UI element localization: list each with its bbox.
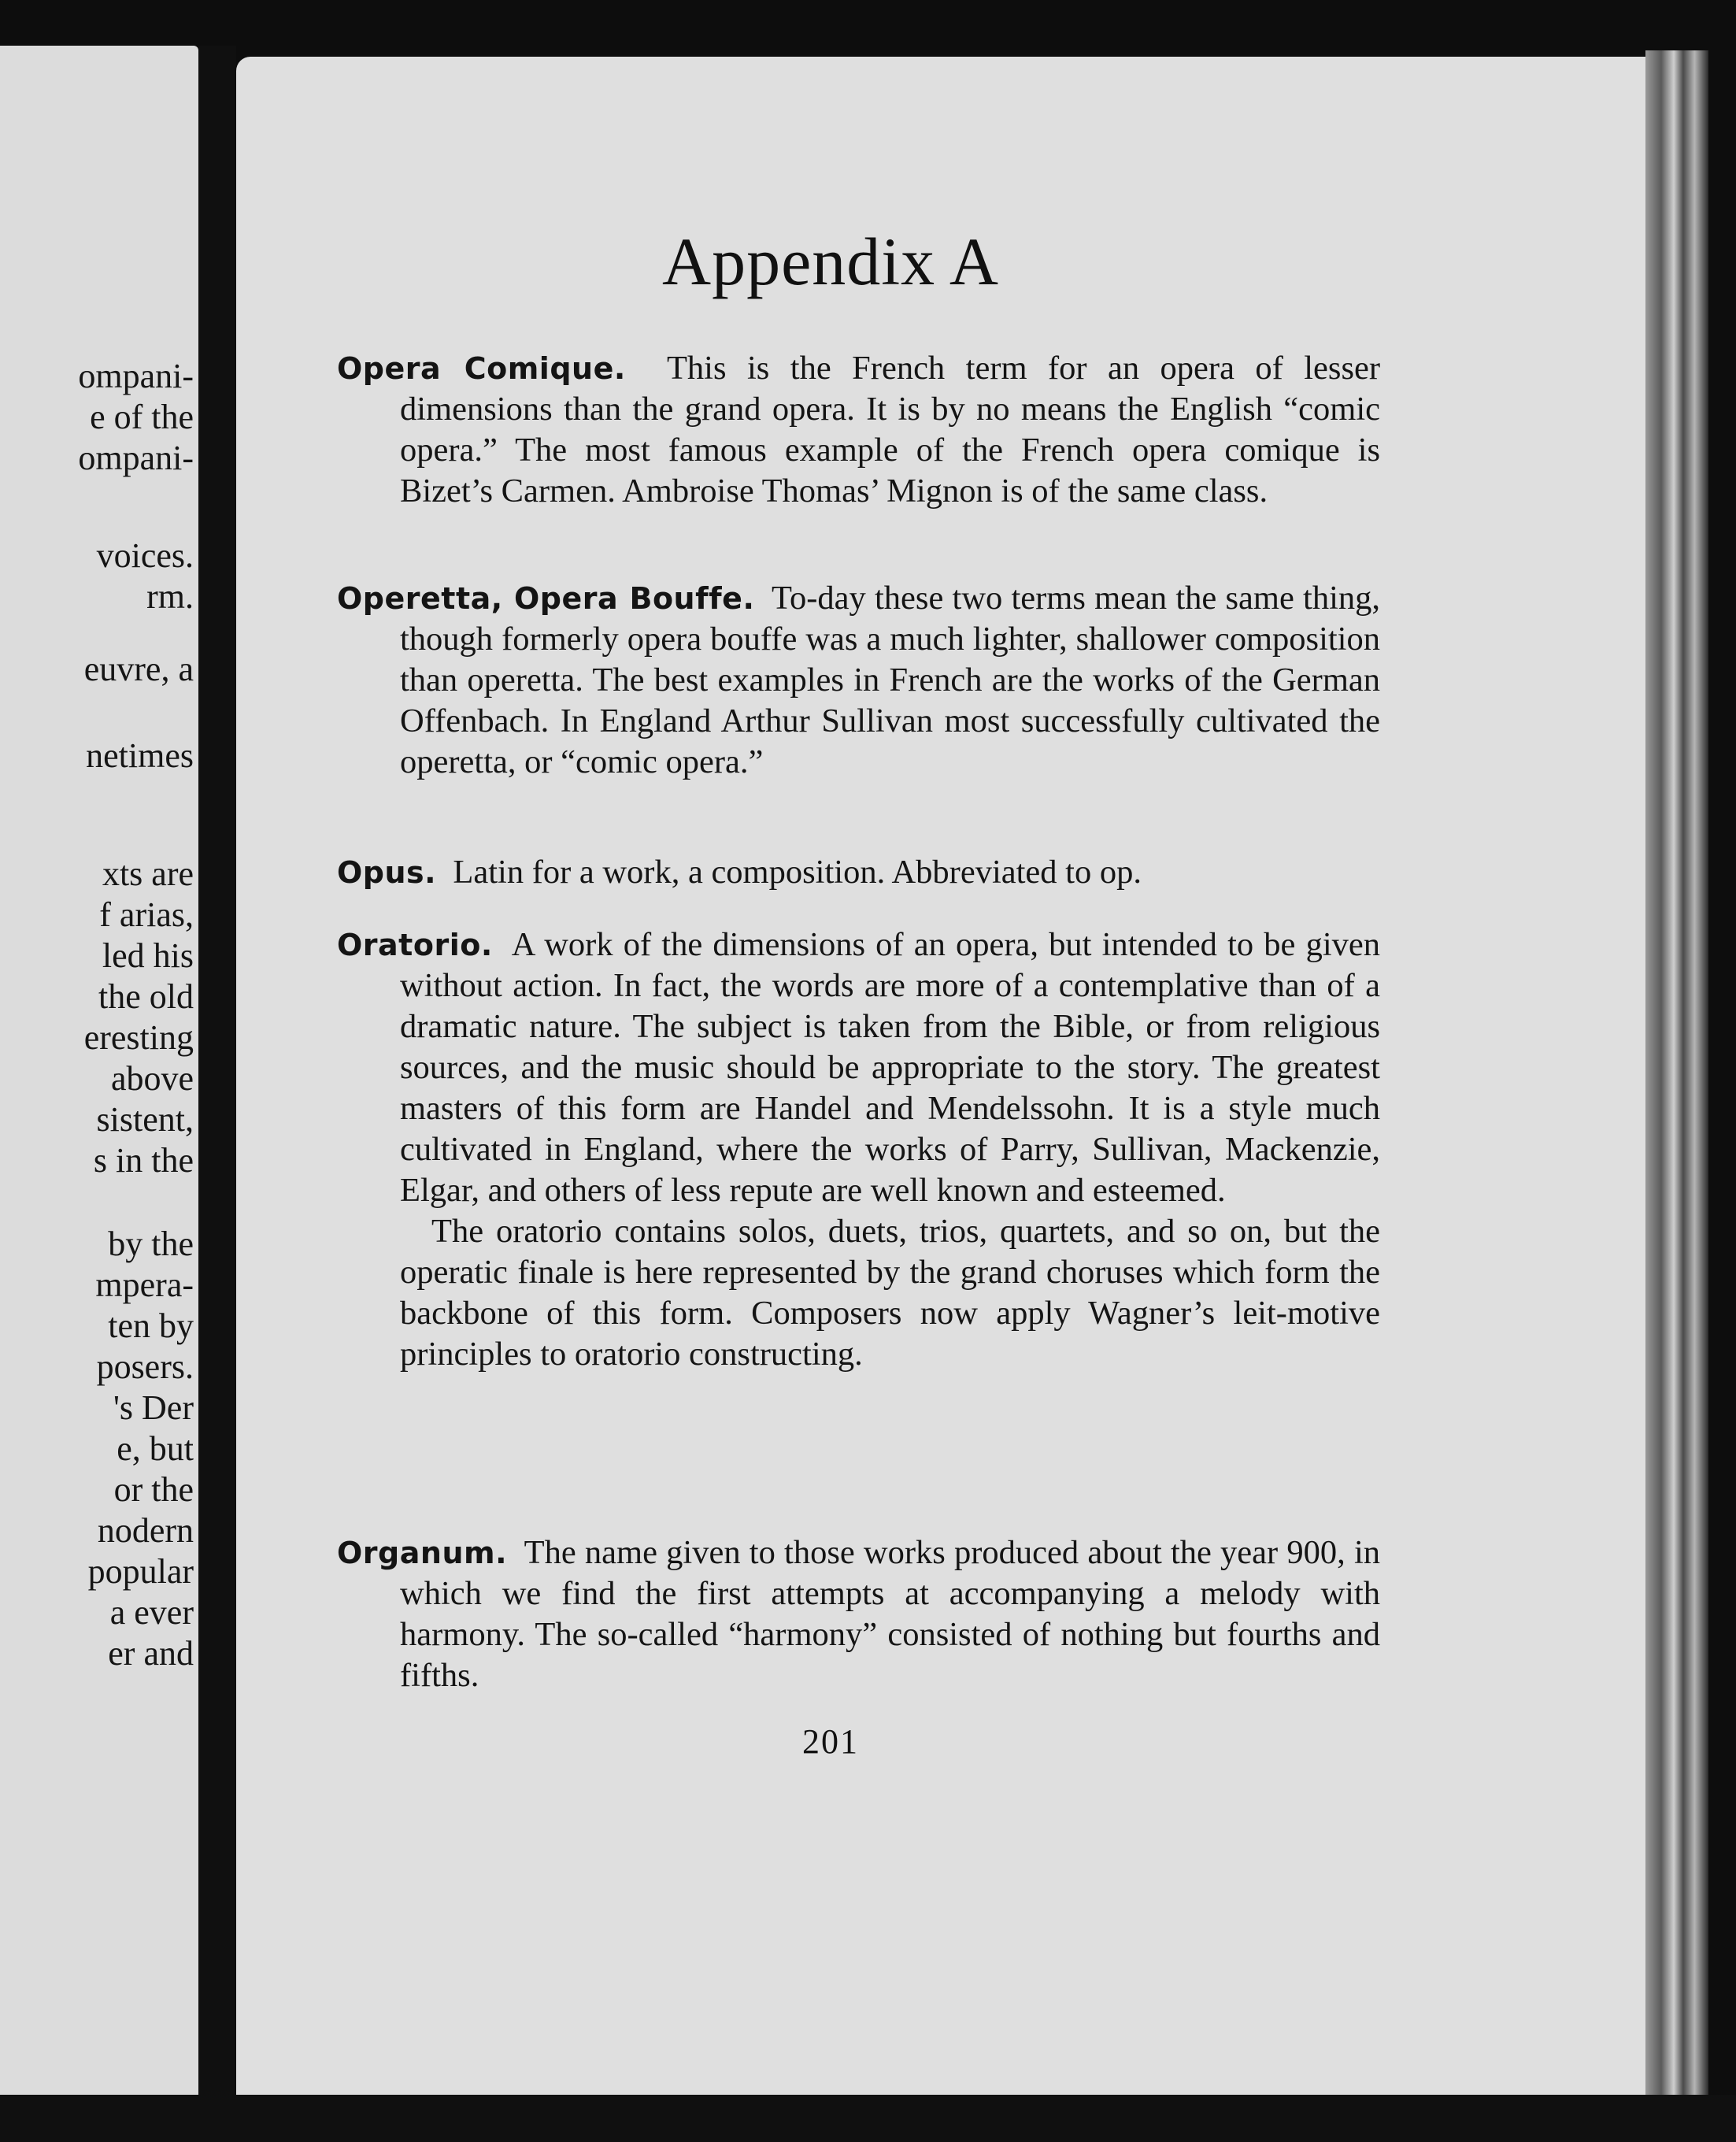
left-page-line: led his [102,936,194,975]
entry-term: Oratorio. [337,928,493,962]
left-page-line: eresting [83,1018,194,1057]
entry-text: The name given to those works produced about the year 900, in which we find the first attempts at accompanying a melody with harmony. The so-called “harmony” consisted of nothing but fourths and fifths. [400,1534,1381,1694]
left-page-line: posers. [96,1347,194,1386]
glossary-entry [337,348,1380,512]
page-number: 201 [802,1722,859,1761]
glossary-entry [337,578,1380,783]
entry-term: Organum. [337,1536,508,1570]
entry-text: A work of the dimensions of an opera, but intended to be given without action. In fact, the words are more of a contemplative than of a dramatic nature. The subject is taken from the Bible, or from religious sources, and the music should be appropriate to the story. The greatest masters of this form are Handel and Mendelssohn. It is a style much cultivated in England, where the works of Parry, Sullivan, Mackenzie, Elgar, and others of less repute are well known and esteemed. [400,926,1380,1209]
page-title: Appendix A [661,224,1000,299]
left-page-line: er and [108,1634,194,1673]
left-page-line: voices. [96,536,194,575]
glossary-entry [337,925,1380,1375]
left-page-line: popular [87,1552,194,1591]
glossary-entry [337,852,1380,893]
left-page-line: or the [113,1470,194,1509]
left-page [0,46,198,2097]
glossary-entry [337,1532,1380,1696]
entry-text: Latin for a work, a composition. Abbreviated to op. [453,854,1142,891]
book-gutter [198,46,236,2142]
entry-text: This is the French term for an opera of lesser dimensions than the grand opera. It is by no means the English “comic opera.” The most famous example of the French opera comique is Bizet’s Carmen. Ambroise Thomas’ Mignon is of the same class. [400,350,1381,510]
left-page-line: by the [108,1225,194,1263]
left-page-line: mpera- [95,1266,194,1304]
left-page-line: f arias, [99,895,194,934]
left-page-line: ompani- [78,439,194,477]
entry-term: Opus. [337,855,437,890]
left-page-line: above [110,1059,194,1098]
left-page-line: xts are [102,854,194,893]
left-page-line: 's Der [113,1388,194,1427]
page-edge [1645,50,1708,2098]
entry-continuation: The oratorio contains solos, duets, trios, quartets, and so on, but the operatic finale is here represented by the grand choruses which form the backbone of this form. Composers now apply Wagner’s leit-motive principles to oratorio constructing. [400,1213,1380,1373]
left-page-line: euvre, a [83,650,194,688]
left-page-line: the old [98,977,194,1016]
left-page-line: e of the [90,398,194,436]
left-page-line: sistent, [96,1100,194,1139]
left-page-line: ompani- [78,357,194,395]
left-page-line: rm. [146,577,194,616]
bottom-edge [0,2095,1736,2142]
entry-term: Opera Comique. [337,351,626,386]
left-page-line: netimes [86,736,194,775]
left-page-line: a ever [109,1593,194,1632]
left-page-line: ten by [108,1306,194,1345]
entry-term: Operetta, Opera Bouffe. [337,581,755,616]
left-page-line: s in the [93,1141,194,1180]
left-page-line: nodern [97,1511,194,1550]
left-page-line: e, but [117,1429,194,1468]
entry-text: To-day these two terms mean the same thing, though formerly opera bouffe was a much lighter, shallower composition than operetta. The best examples in French are the works of the German Offenbach. In England Arthur Sullivan most successfully cultivated the operetta, or “comic opera.” [400,580,1380,780]
